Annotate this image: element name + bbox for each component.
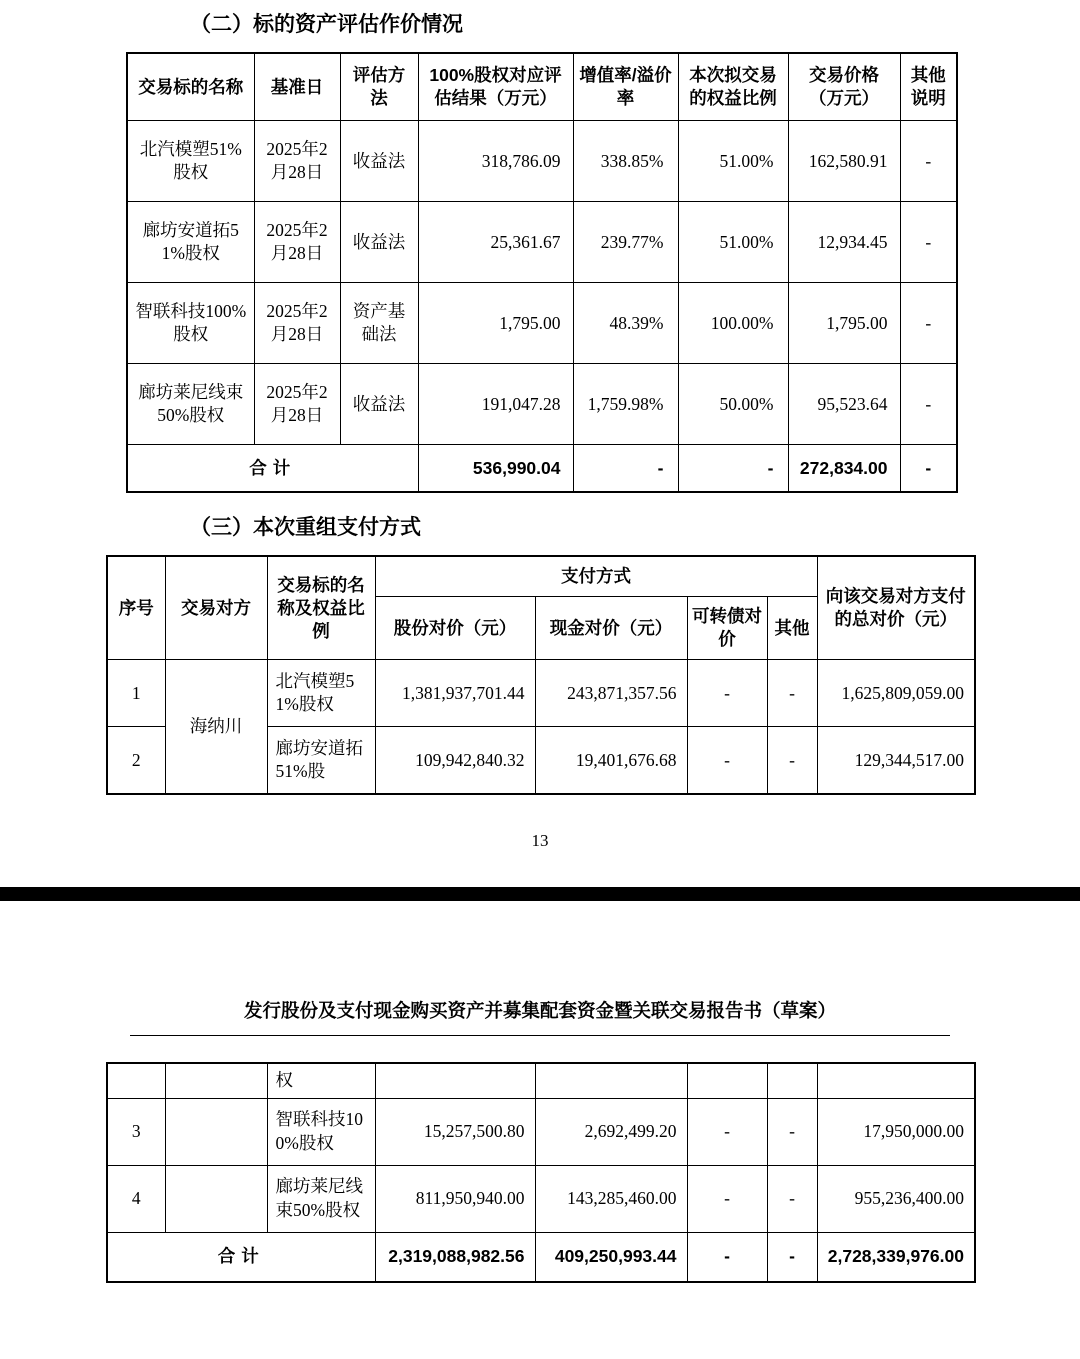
cell-seq: 4 [107,1165,165,1232]
cell-total: 17,950,000.00 [817,1098,975,1165]
cell-target: 廊坊莱尼线束50%股权 [267,1165,375,1232]
cell-total-sum: 2,728,339,976.00 [817,1232,975,1282]
cell-other: - [767,1165,817,1232]
cell-seq-empty [107,1063,165,1098]
cell-total: 129,344,517.00 [817,727,975,795]
cell-price: 1,795.00 [788,283,900,364]
cell-valuation: 191,047.28 [418,364,573,445]
cell-base-date: 2025年2月28日 [254,121,340,202]
cell-target-name: 智联科技100%股权 [127,283,254,364]
cell-ratio: 50.00% [678,364,788,445]
cell-ratio: 51.00% [678,121,788,202]
cell-other: - [900,202,957,283]
cell-total-ratio: - [678,445,788,493]
col-counterparty: 交易对方 [165,556,267,660]
cell-cash: 243,871,357.56 [535,660,687,727]
cell-other-empty [767,1063,817,1098]
page-bottom-spacer [0,1283,1080,1293]
table-row [127,121,957,202]
cell-target-name: 北汽模塑51%股权 [127,121,254,202]
col-convertible-bond: 可转债对价 [687,597,767,660]
cell-seq: 1 [107,660,165,727]
document-page-2 [0,901,1080,1292]
cell-total: 955,236,400.00 [817,1165,975,1232]
valuation-table [126,52,958,493]
cell-total-other: - [900,445,957,493]
page-number: 13 [531,831,549,851]
cell-other: - [900,364,957,445]
section-heading-payment: （三）本次重组支付方式 [190,516,421,540]
cell-bond-empty [687,1063,767,1098]
cell-total-share: 2,319,088,982.56 [375,1232,535,1282]
table-row [107,660,975,727]
cell-method: 资产基础法 [340,283,418,364]
cell-share: 811,950,940.00 [375,1165,535,1232]
cell-counterparty-empty [165,1063,267,1098]
cell-premium: 48.39% [573,283,678,364]
cell-share: 109,942,840.32 [375,727,535,795]
cell-premium: 1,759.98% [573,364,678,445]
cell-total-label: 合计 [127,445,418,493]
section-heading-valuation: （二）标的资产评估作价情况 [190,13,463,36]
cell-other: - [767,1098,817,1165]
cell-total-other: - [767,1232,817,1282]
cell-total-empty [817,1063,975,1098]
col-equity-ratio: 本次拟交易的权益比例 [678,53,788,121]
cell-bond: - [687,660,767,727]
cell-price: 162,580.91 [788,121,900,202]
cell-target: 智联科技100%股权 [267,1098,375,1165]
table-total-row [107,1232,975,1282]
payment-method-table [106,555,976,795]
table-total-row [127,445,957,493]
table-row [107,1098,975,1165]
table-row [127,202,957,283]
cell-seq: 2 [107,727,165,795]
table-header-row-top [107,556,975,597]
col-other: 其他 [767,597,817,660]
table-row-continued [107,1063,975,1098]
page-separator-band [0,887,1080,901]
cell-seq: 3 [107,1098,165,1165]
cell-total-cash: 409,250,993.44 [535,1232,687,1282]
cell-cash: 2,692,499.20 [535,1098,687,1165]
col-target-and-ratio: 交易标的名称及权益比例 [267,556,375,660]
cell-other: - [767,660,817,727]
cell-base-date: 2025年2月28日 [254,364,340,445]
cell-method: 收益法 [340,121,418,202]
col-payment-method-group: 支付方式 [375,556,817,597]
payment-method-table-continued [106,1062,976,1282]
table-row [127,283,957,364]
cell-share: 1,381,937,701.44 [375,660,535,727]
cell-other: - [767,727,817,795]
col-method: 评估方法 [340,53,418,121]
cell-bond: - [687,1165,767,1232]
cell-total-valuation: 536,990.04 [418,445,573,493]
cell-cash: 143,285,460.00 [535,1165,687,1232]
document-header-title: 发行股份及支付现金购买资产并募集配套资金暨关联交易报告书（草案） [243,1000,836,1022]
cell-premium: 338.85% [573,121,678,202]
col-seq: 序号 [107,556,165,660]
table-row [127,364,957,445]
col-cash-consideration: 现金对价（元） [535,597,687,660]
cell-target-continued: 权 [267,1063,375,1098]
col-transaction-price: 交易价格（万元） [788,53,900,121]
cell-counterparty-empty [165,1165,267,1232]
cell-base-date: 2025年2月28日 [254,283,340,364]
cell-price: 95,523.64 [788,364,900,445]
cell-ratio: 100.00% [678,283,788,364]
cell-target: 廊坊安道拓51%股 [267,727,375,795]
page-separator-gap [0,851,1080,887]
cell-total: 1,625,809,059.00 [817,660,975,727]
col-share-consideration: 股份对价（元） [375,597,535,660]
col-target-name: 交易标的名称 [127,53,254,121]
cell-total-bond: - [687,1232,767,1282]
cell-valuation: 318,786.09 [418,121,573,202]
cell-bond: - [687,1098,767,1165]
cell-premium: 239.77% [573,202,678,283]
cell-target: 北汽模塑51%股权 [267,660,375,727]
cell-method: 收益法 [340,202,418,283]
cell-share-empty [375,1063,535,1098]
cell-counterparty: 海纳川 [165,660,267,795]
cell-total-label: 合计 [107,1232,375,1282]
cell-other: - [900,121,957,202]
col-base-date: 基准日 [254,53,340,121]
col-other-notes: 其他说明 [900,53,957,121]
header-divider [130,1035,950,1036]
cell-target-name: 廊坊安道拓51%股权 [127,202,254,283]
cell-valuation: 1,795.00 [418,283,573,364]
cell-share: 15,257,500.80 [375,1098,535,1165]
cell-counterparty-empty [165,1098,267,1165]
cell-other: - [900,283,957,364]
cell-valuation: 25,361.67 [418,202,573,283]
cell-target-name: 廊坊莱尼线束50%股权 [127,364,254,445]
col-valuation-result: 100%股权对应评估结果（万元） [418,53,573,121]
cell-base-date: 2025年2月28日 [254,202,340,283]
cell-total-price: 272,834.00 [788,445,900,493]
table-row [107,1165,975,1232]
table-header-row [127,53,957,121]
cell-cash: 19,401,676.68 [535,727,687,795]
cell-cash-empty [535,1063,687,1098]
cell-method: 收益法 [340,364,418,445]
cell-ratio: 51.00% [678,202,788,283]
cell-price: 12,934.45 [788,202,900,283]
col-premium-rate: 增值率/溢价率 [573,53,678,121]
cell-bond: - [687,727,767,795]
cell-total-premium: - [573,445,678,493]
col-total-consideration: 向该交易对方支付的总对价（元） [817,556,975,660]
